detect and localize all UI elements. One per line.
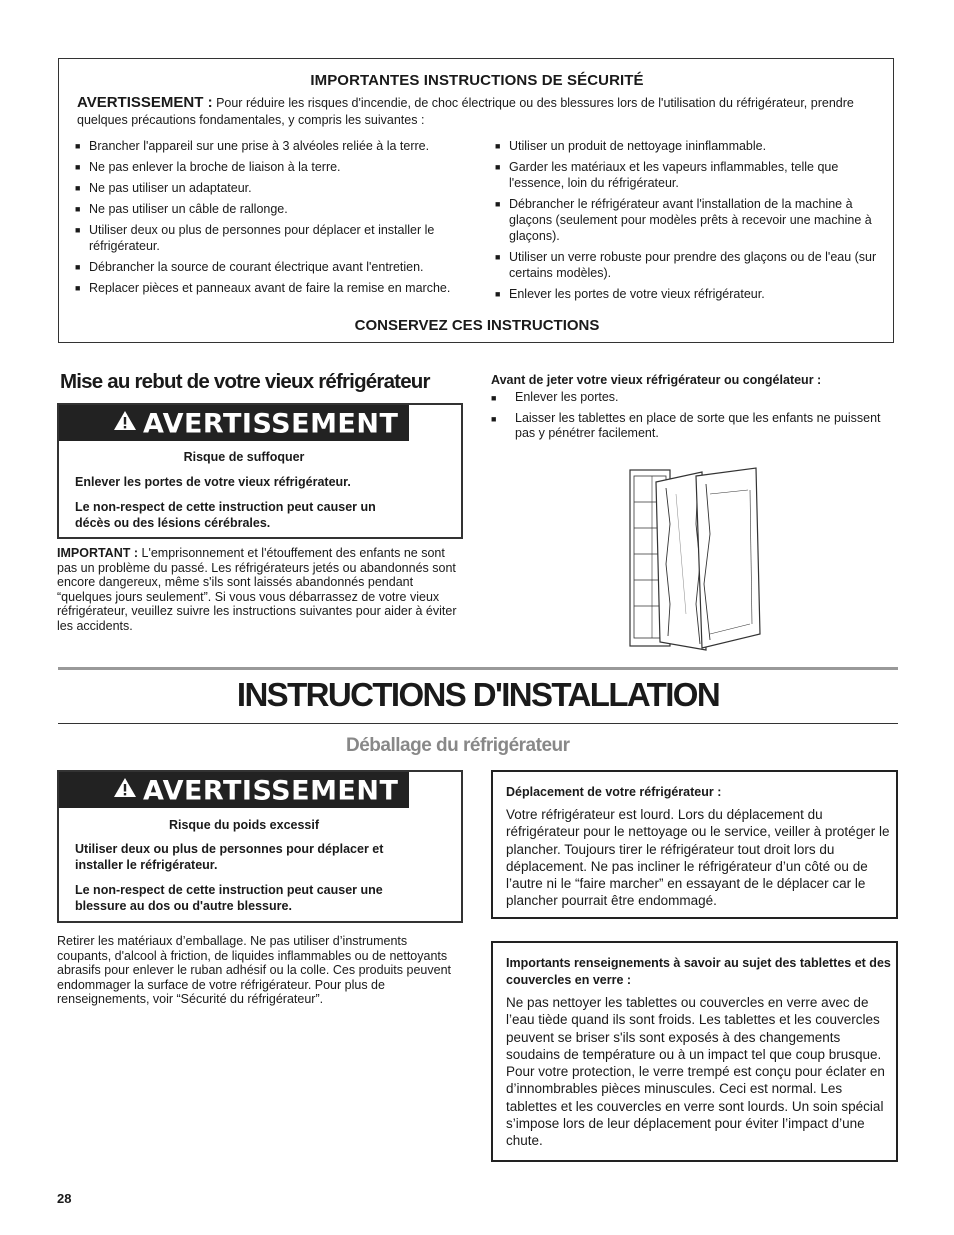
- glass-title: Importants renseignements à savoir au sujet des tablettes et des couvercles en verre :: [506, 956, 891, 987]
- warning-triangle-icon: [113, 772, 137, 808]
- before-discard-title: Avant de jeter votre vieux réfrigérateur ou congélateur :: [491, 373, 822, 387]
- warning-banner: [59, 405, 409, 441]
- important-lead: IMPORTANT :: [57, 546, 139, 560]
- safety-warning-intro: [77, 94, 877, 129]
- warning-consequence: Le non-respect de cette instruction peut causer un décès ou des lésions cérébrales.: [75, 500, 376, 530]
- glass-text: Ne pas nettoyer les tablettes ou couvercles en verre avec de l’eau tiède quand ils sont froids. Les tablettes et les couvercles peuvent se briser s'ils sont exposés à des changements soudains de température ou à un impact tel que coup brusque. Pour votre protection, le verre trempé est conçu pour éclater en d’innombrables pièces minuscules. Ceci est normal. Les tablettes et les couvercles en verre sont lourds. Un soin spécial s’impose lors de leur déplacement pour éviter l’impact d’une chute.: [506, 995, 885, 1149]
- section-divider: [58, 667, 898, 670]
- disposal-heading: Mise au rebut de votre vieux réfrigérateur: [60, 370, 430, 393]
- safety-instructions-box: [58, 58, 894, 343]
- important-text: L'emprisonnement et l'étouffement des enfants ne sont pas un problème du passé. Les réfrigérateurs jetés ou abandonnés sont encore dangereux, même s'ils sont laissés abandonnés pendant “quelques jours seulement”. Si vous vous débarrassez de votre vieux réfrigérateur, veuillez suivre les instructions suivantes pour aider à éviter les accidents.: [57, 546, 457, 633]
- warning-action: Utiliser deux ou plus de personnes pour déplacer et installer le réfrigérateur.: [75, 842, 384, 872]
- keep-instructions-label: CONSERVEZ CES INSTRUCTIONS: [354, 317, 600, 334]
- safety-title: IMPORTANTES INSTRUCTIONS DE SÉCURITÉ: [310, 72, 644, 89]
- list-item: ■ Utiliser un verre robuste pour prendre des glaçons ou de l'eau (sur certains modèles).: [495, 249, 885, 281]
- moving-info-box: [491, 770, 898, 919]
- list-item: ■ Ne pas utiliser un câble de rallonge.: [75, 201, 475, 217]
- list-item: ■ Débrancher le réfrigérateur avant l'installation de la machine à glaçons (seulement pour modèles prêts à recevoir une machine à glaçons).: [495, 196, 885, 244]
- list-item: ■ Enlever les portes.: [491, 390, 891, 405]
- safety-right-list: [495, 138, 885, 307]
- list-item: ■ Utiliser un produit de nettoyage ininflammable.: [495, 138, 885, 154]
- fridge-illustration: [626, 464, 764, 654]
- weight-warning-box: [57, 770, 463, 923]
- title-underline: [58, 723, 898, 724]
- list-item: ■ Débrancher la source de courant électrique avant l'entretien.: [75, 259, 475, 275]
- warning-banner-text: AVERTISSEMENT: [143, 408, 399, 440]
- list-item: ■ Ne pas utiliser un adaptateur.: [75, 180, 475, 196]
- safety-warning-lead: AVERTISSEMENT :: [77, 94, 213, 111]
- suffocation-warning-box: [57, 403, 463, 539]
- unpacking-heading: Déballage du réfrigérateur: [346, 735, 570, 756]
- list-item: ■ Ne pas enlever la broche de liaison à la terre.: [75, 159, 475, 175]
- warning-banner-text: AVERTISSEMENT: [143, 775, 399, 807]
- important-paragraph: [57, 546, 462, 633]
- moving-title: Déplacement de votre réfrigérateur :: [506, 785, 722, 799]
- warning-risk: Risque du poids excessif: [168, 818, 320, 832]
- unpacking-paragraph: Retirer les matériaux d’emballage. Ne pas utiliser d’instruments coupants, d'alcool à friction, de liquides inflammables ou de nettoyants abrasifs pour enlever le ruban adhésif ou la colle. Ces produits peuvent endommager la surface de votre réfrigérateur. Pour plus de renseignements, voir “Sécurité du réfrigérateur”.: [57, 934, 451, 1006]
- warning-action: Enlever les portes de votre vieux réfrigérateur.: [75, 475, 351, 489]
- warning-risk: Risque de suffoquer: [183, 450, 305, 464]
- list-item: ■ Utiliser deux ou plus de personnes pour déplacer et installer le réfrigérateur.: [75, 222, 475, 254]
- list-item: ■ Garder les matériaux et les vapeurs inflammables, telle que l'essence, loin du réfrigérateur.: [495, 159, 885, 191]
- before-discard-list: [491, 390, 891, 447]
- page-title: INSTRUCTIONS D'INSTALLATION: [236, 676, 720, 713]
- page-number: 28: [57, 1191, 72, 1206]
- list-item: ■ Replacer pièces et panneaux avant de faire la remise en marche.: [75, 280, 475, 296]
- moving-text: Votre réfrigérateur est lourd. Lors du déplacement du réfrigérateur pour le nettoyage ou le service, veiller à protéger le plancher. Toujours tirer le réfrigérateur tout droit lors du déplacement. Ne pas incliner le réfrigérateur d’un côté ou de l’autre ni le “faire marcher” en essayant de le déplacer car le plancher pourrait être endommagé.: [506, 807, 890, 909]
- safety-warning-text: Pour réduire les risques d'incendie, de choc électrique ou des blessures lors de l'utilisation du réfrigérateur, prendre quelques précautions fondamentales, y compris les suivantes :: [77, 96, 854, 127]
- list-item: ■ Enlever les portes de votre vieux réfrigérateur.: [495, 286, 885, 302]
- glass-info-box: [491, 941, 898, 1162]
- warning-consequence: Le non-respect de cette instruction peut causer une blessure au dos ou d'autre blessure.: [75, 883, 383, 913]
- warning-banner: [59, 772, 409, 808]
- list-item: ■ Brancher l'appareil sur une prise à 3 alvéoles reliée à la terre.: [75, 138, 475, 154]
- safety-left-list: [75, 138, 475, 301]
- list-item: ■ Laisser les tablettes en place de sorte que les enfants ne puissent pas y pénétrer facilement.: [491, 411, 891, 441]
- warning-triangle-icon: [113, 405, 137, 441]
